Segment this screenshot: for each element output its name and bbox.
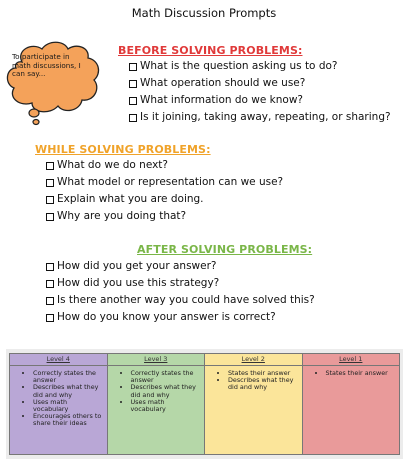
rubric-header-row [10,354,400,366]
list-item: Why are you doing that? [46,208,283,225]
level-4-header: Level 4 [10,354,108,366]
checkbox-icon [129,80,137,88]
level-2-criteria [205,366,303,455]
page-title: Math Discussion Prompts [131,6,277,20]
level-4-criteria [10,366,108,455]
level-2-header: Level 2 [205,354,303,366]
criterion: • Correctly states the answer [33,370,103,384]
criterion: • Correctly states the answer [131,370,201,384]
after-heading: AFTER SOLVING PROBLEMS: [137,243,313,256]
list-item: What model or representation can we use? [46,174,283,191]
checkbox-icon [46,213,54,221]
checkbox-icon [46,196,54,204]
level-1-header: Level 1 [302,354,400,366]
bubble-text: To participate in math discussions, I can say... [12,52,81,79]
rubric-criteria-row [10,366,400,455]
list-item: How did you get your answer? [46,258,315,275]
checkbox-icon [46,162,54,170]
list-item: How did you use this strategy? [46,275,315,292]
criterion: • States their answer [228,370,298,377]
list-item: What information do we know? [129,92,391,109]
criterion: • Describes what they did and why [131,384,201,398]
checkbox-icon [46,297,54,305]
list-item: What operation should we use? [129,75,391,92]
list-item: How do you know your answer is correct? [46,309,315,326]
criterion: • Describes what they did and why [33,384,103,398]
list-item: Is there another way you could have solved this? [46,292,315,309]
checkbox-icon [129,97,137,105]
criterion: • Uses math vocabulary [131,399,201,413]
checkbox-icon [129,114,137,122]
before-list [129,58,391,126]
checkbox-icon [46,179,54,187]
criterion: • Uses math vocabulary [33,399,103,413]
list-item: What do we do next? [46,157,283,174]
checkbox-icon [46,280,54,288]
criterion: • Describes what they did and why [228,377,298,391]
criterion: • States their answer [326,370,396,377]
level-1-criteria [302,366,400,455]
list-item: Explain what you are doing. [46,191,283,208]
rubric-table [9,353,400,455]
level-3-header: Level 3 [107,354,205,366]
checkbox-icon [129,63,137,71]
level-3-criteria [107,366,205,455]
while-list [46,157,283,225]
list-item: Is it joining, taking away, repeating, or sharing? [129,109,391,126]
checkbox-icon [46,263,54,271]
list-item: What is the question asking us to do? [129,58,391,75]
criterion: • Encourages others to share their ideas [33,413,103,427]
before-heading: BEFORE SOLVING PROBLEMS: [118,44,303,57]
after-list [46,258,315,326]
while-heading: WHILE SOLVING PROBLEMS: [35,143,211,156]
checkbox-icon [46,314,54,322]
